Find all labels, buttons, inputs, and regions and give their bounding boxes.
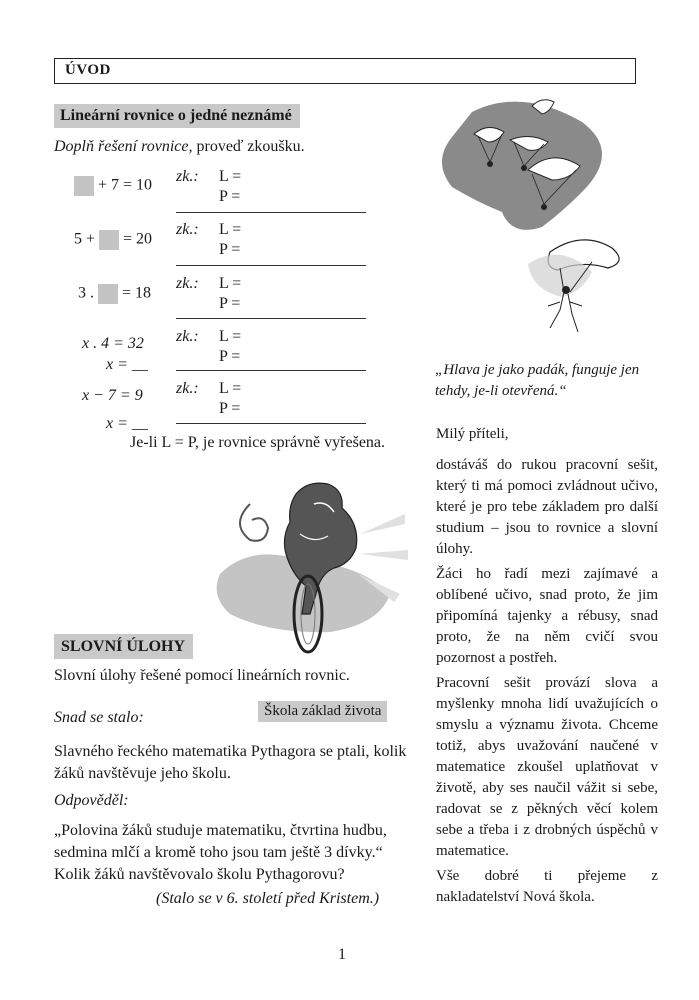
letter-paragraph: Žáci ho řadí mezi zajímavé a oblíbené učivo, snad proto, že jim připomíná tajenky a rébusy, snad proto, že na něm cvičí svou pozornost a postřeh. [436, 566, 658, 666]
footer-note: (Stalo se v 6. století před Kristem.) [156, 890, 380, 907]
equation-4-line1: x . 4 = 32 [82, 335, 144, 352]
letter-greeting: Milý příteli, [436, 426, 509, 442]
L-label: L = [219, 275, 242, 292]
instruction [54, 138, 305, 156]
P-label: P = [219, 348, 241, 365]
answer-box[interactable] [99, 230, 119, 250]
section-header-box [54, 58, 636, 84]
odpovedel: Odpověděl: [54, 792, 129, 809]
zk-label: zk.: [176, 221, 199, 238]
equation-1 [74, 176, 152, 196]
L-label: L = [219, 221, 242, 238]
section-title-word-problems: SLOVNÍ ÚLOHY [54, 634, 193, 659]
L-label: L = [219, 328, 242, 345]
answer-box[interactable] [98, 284, 118, 304]
P-label: P = [219, 241, 241, 258]
answer-box[interactable] [74, 176, 94, 196]
motto-tag: Škola základ života [258, 701, 387, 722]
zk-label: zk.: [176, 275, 199, 292]
story-text: Slavného řeckého matematika Pythagora se ptali, kolik žáků navštěvuje jeho školu. [54, 743, 407, 782]
equation-2-right: = 20 [123, 230, 153, 248]
divider [176, 370, 366, 371]
cyclist-illustration [210, 464, 410, 654]
L-label: L = [219, 168, 242, 185]
zk-label: zk.: [176, 380, 199, 397]
section2-subtitle: Slovní úlohy řešené pomocí lineárních rovnic. [54, 667, 350, 684]
equation-5-line1: x − 7 = 9 [82, 387, 143, 404]
swirl [240, 504, 268, 541]
equation-2-left: 5 + [74, 230, 96, 248]
section-header-title: ÚVOD [65, 62, 111, 78]
letter [436, 424, 658, 908]
zk-label: zk.: [176, 328, 199, 345]
divider [176, 423, 366, 424]
equation-3-right: = 18 [122, 284, 152, 302]
section-title-linear: Lineární rovnice o jedné neznámé [54, 104, 300, 128]
pythagoras-answer: „Polovina žáků studuje matematiku, čtvrtina hudbu, sedmina mlčí a kromě toho jsou tam ještě 3 dívky.“ Kolik žáků navštěvovalo školu Pythagorovu? [54, 822, 387, 883]
page-number: 1 [338, 946, 346, 963]
letter-paragraph: Pracovní sešit provází slova a myšlenky mnoha lidí uvažujících o smyslu a významu života. Chceme totiž, abys uvažování naučené v matematice zkoušel uplatňovat v životě, aby ses naučil vážit si sebe, radovat se z pěkných věcí kolem sebe a třeba i z drobných úspěchů v matematice. [436, 675, 658, 859]
equation-5-line2: x = __ [106, 415, 148, 432]
letter-paragraph: Vše dobré ti přejeme z nakladatelství Nová škola. [436, 868, 658, 905]
equation-4-line2: x = __ [106, 356, 148, 373]
instruction-italic: Doplň řešení rovnice, [54, 138, 193, 155]
equation-3-left: 3 . [78, 284, 94, 302]
divider [176, 265, 366, 266]
divider [176, 212, 366, 213]
P-label: P = [219, 400, 241, 417]
quote: „Hlava je jako padák, funguje jen tehdy, je-li otevřená.“ [435, 362, 640, 399]
zk-label: zk.: [176, 168, 199, 185]
equation-2 [74, 230, 152, 250]
equation-3 [78, 284, 151, 304]
P-label: P = [219, 295, 241, 312]
instruction-rest: proveď zkoušku. [192, 138, 305, 155]
rule-text: Je-li L = P, je rovnice správně vyřešena. [130, 434, 386, 451]
letter-paragraph: dostáváš do rukou pracovní sešit, který ti má pomoci zvládnout učivo, které je pro tebe základem pro další studium – jsou to rovnice a slovní úlohy. [436, 457, 658, 557]
divider [176, 318, 366, 319]
parachutists-illustration [432, 92, 632, 342]
L-label: L = [219, 380, 242, 397]
P-label: P = [219, 188, 241, 205]
equation-1-rest: + 7 = 10 [98, 176, 153, 194]
snad-se-stalo: Snad se stalo: [54, 709, 144, 726]
